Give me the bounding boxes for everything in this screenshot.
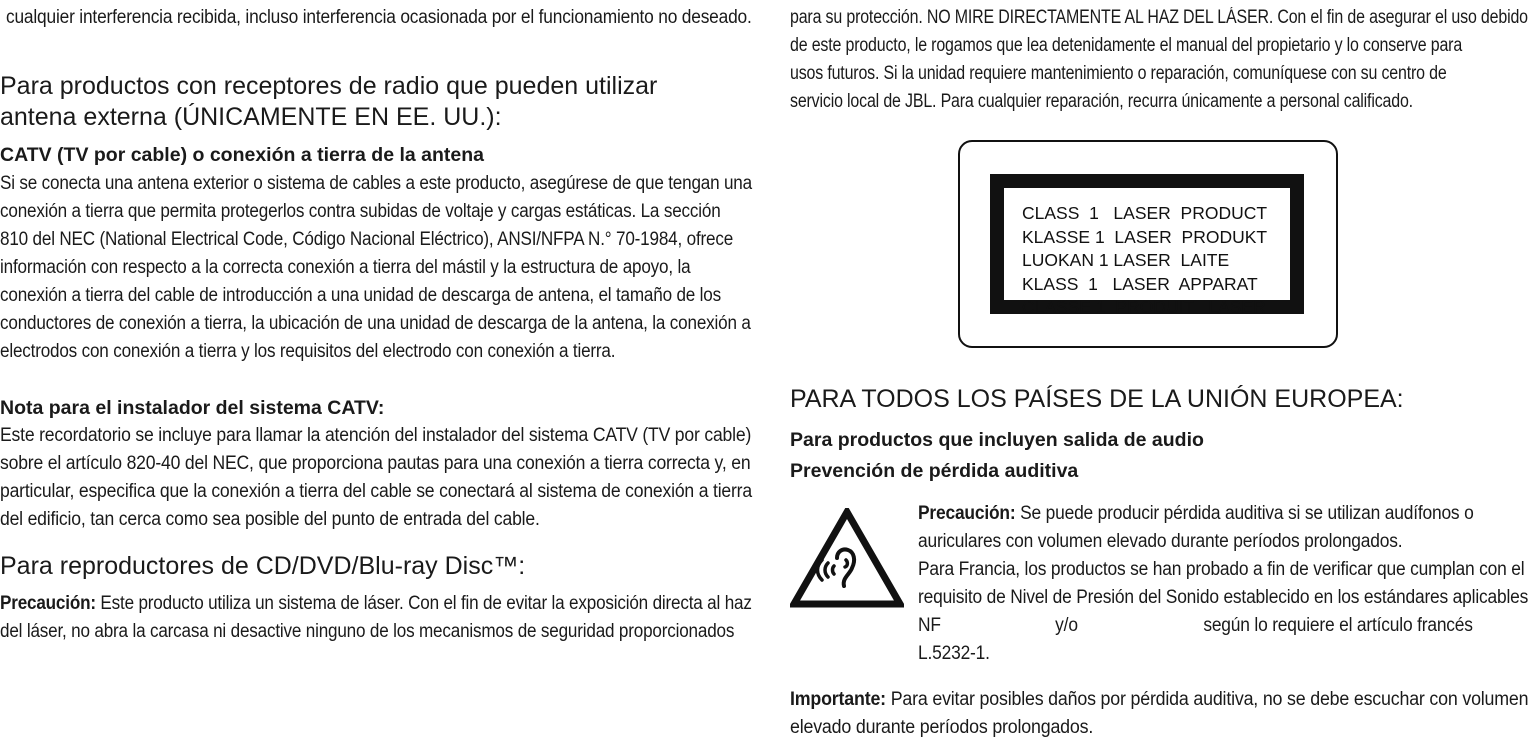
segun-text: según lo requiere el artículo francés	[1203, 615, 1473, 636]
nota-heading: Nota para el instalador del sistema CATV:	[0, 397, 385, 419]
nota-line: del edificio, tan cerca como sea posible del punto de entrada del cable.	[0, 509, 540, 530]
nf-line	[918, 612, 1528, 640]
precaucion-label: Precaución:	[918, 503, 1016, 524]
cd-paragraph	[0, 590, 752, 646]
laser-line: de este producto, le rogamos que lea detenidamente el manual del propietario y lo conserve para	[790, 35, 1463, 56]
laser-line: usos futuros. Si la unidad requiere mantenimiento o reparación, comuníquese con su centro de	[790, 63, 1447, 84]
importante-line-1-text: Para evitar posibles daños por pérdida auditiva, no se debe escuchar con volumen	[885, 689, 1529, 710]
importante-block	[790, 686, 1528, 742]
catv-line: conexión a tierra del cable de introducción a una unidad de descarga de antena, el tamaño de los	[0, 285, 721, 306]
cd-line-2: del láser, no abra la carcasa ni desactive ninguno de los mecanismos de seguridad proporcionados	[0, 621, 735, 642]
precaucion-block	[918, 500, 1528, 668]
catv-line: información con respecto a la correcta conexión a tierra del mástil y la estructura de apoyo, la	[0, 257, 691, 278]
radio-heading-line-1: Para productos con receptores de radio que pueden utilizar	[0, 72, 658, 100]
importante-line-2: elevado durante períodos prolongados.	[790, 717, 1094, 738]
hearing-heading: Prevención de pérdida auditiva	[790, 460, 1079, 482]
importante-label: Importante:	[790, 689, 886, 710]
cd-line-1-text: Este producto utiliza un sistema de láser. Con el fin de evitar la exposición directa al haz	[95, 593, 752, 614]
laser-paragraph	[790, 4, 1528, 116]
nota-line: sobre el artículo 820-40 del NEC, que proporciona pautas para una conexión a tierra correcta y, en	[0, 453, 751, 474]
catv-line: 810 del NEC (National Electrical Code, Código Nacional Eléctrico), ANSI/NFPA N.° 70-1984, ofrece	[0, 229, 734, 250]
nf-text: NF	[918, 615, 941, 636]
laser-line: servicio local de JBL. Para cualquier reparación, recurra únicamente a personal calificado.	[790, 91, 1413, 112]
cd-heading: Para reproductores de CD/DVD/Blu-ray Disc™:	[0, 552, 526, 580]
laser-label-inner-frame	[990, 174, 1304, 317]
catv-line: Si se conecta una antena exterior o sistema de cables a este producto, asegúrese de que tengan una	[0, 173, 752, 194]
nota-line: particular, especifica que la conexión a tierra del cable se conectará al sistema de conexión a tierra	[0, 481, 752, 502]
audio-heading: Para productos que incluyen salida de audio	[790, 429, 1204, 451]
catv-paragraph	[0, 170, 752, 366]
francia-line-2: requisito de Nivel de Presión del Sonido establecido en los estándares aplicables	[918, 587, 1529, 608]
cd-line-1	[0, 590, 752, 618]
top-line: cualquier interferencia recibida, incluso interferencia ocasionada por el funcionamiento no deseado.	[6, 7, 752, 28]
importante-line-1	[790, 686, 1528, 714]
radio-heading-line-2: antena externa (ÚNICAMENTE EN EE. UU.):	[0, 103, 502, 131]
catv-line: electrodos con conexión a tierra y los requisitos del electrodo con conexión a tierra.	[0, 341, 616, 362]
yo-text: y/o	[1055, 615, 1078, 636]
catv-line: conductores de conexión a tierra, la ubicación de una unidad de descarga de la antena, la conexión a	[0, 313, 751, 334]
catv-line: conexión a tierra que permita protegerlos contra subidas de voltaje y cargas estáticas. La sección	[0, 201, 721, 222]
precaucion-line-1-text: Se puede producir pérdida auditiva si se utilizan audífonos o	[1015, 503, 1474, 524]
cd-precaucion-label: Precaución:	[0, 593, 96, 614]
nota-paragraph	[0, 422, 752, 534]
catv-heading: CATV (TV por cable) o conexión a tierra de la antena	[0, 144, 484, 166]
precaucion-line-1	[918, 500, 1528, 528]
eu-heading: PARA TODOS LOS PAÍSES DE LA UNIÓN EUROPEA:	[790, 385, 1404, 413]
francia-line-1: Para Francia, los productos se han probado a fin de verificar que cumplan con el	[918, 559, 1525, 580]
laser-line: para su protección. NO MIRE DIRECTAMENTE AL HAZ DEL LÁSER. Con el fin de asegurar el uso debido	[790, 7, 1528, 28]
hearing-warning-icon	[790, 508, 904, 608]
laser-class-label	[958, 140, 1338, 348]
laser-label-text: CLASS 1 LASER PRODUCT KLASSE 1 LASER PRODUKT LUOKAN 1 LASER LAITE KLASS 1 LASER APPARAT CLASSE 1 PRODUIT LASER	[1022, 203, 1268, 317]
nota-line: Este recordatorio se incluye para llamar la atención del instalador del sistema CATV (TV por cable)	[0, 425, 752, 446]
l5232-line: L.5232-1.	[918, 643, 990, 664]
precaucion-line-2: auriculares con volumen elevado durante períodos prolongados.	[918, 531, 1403, 552]
